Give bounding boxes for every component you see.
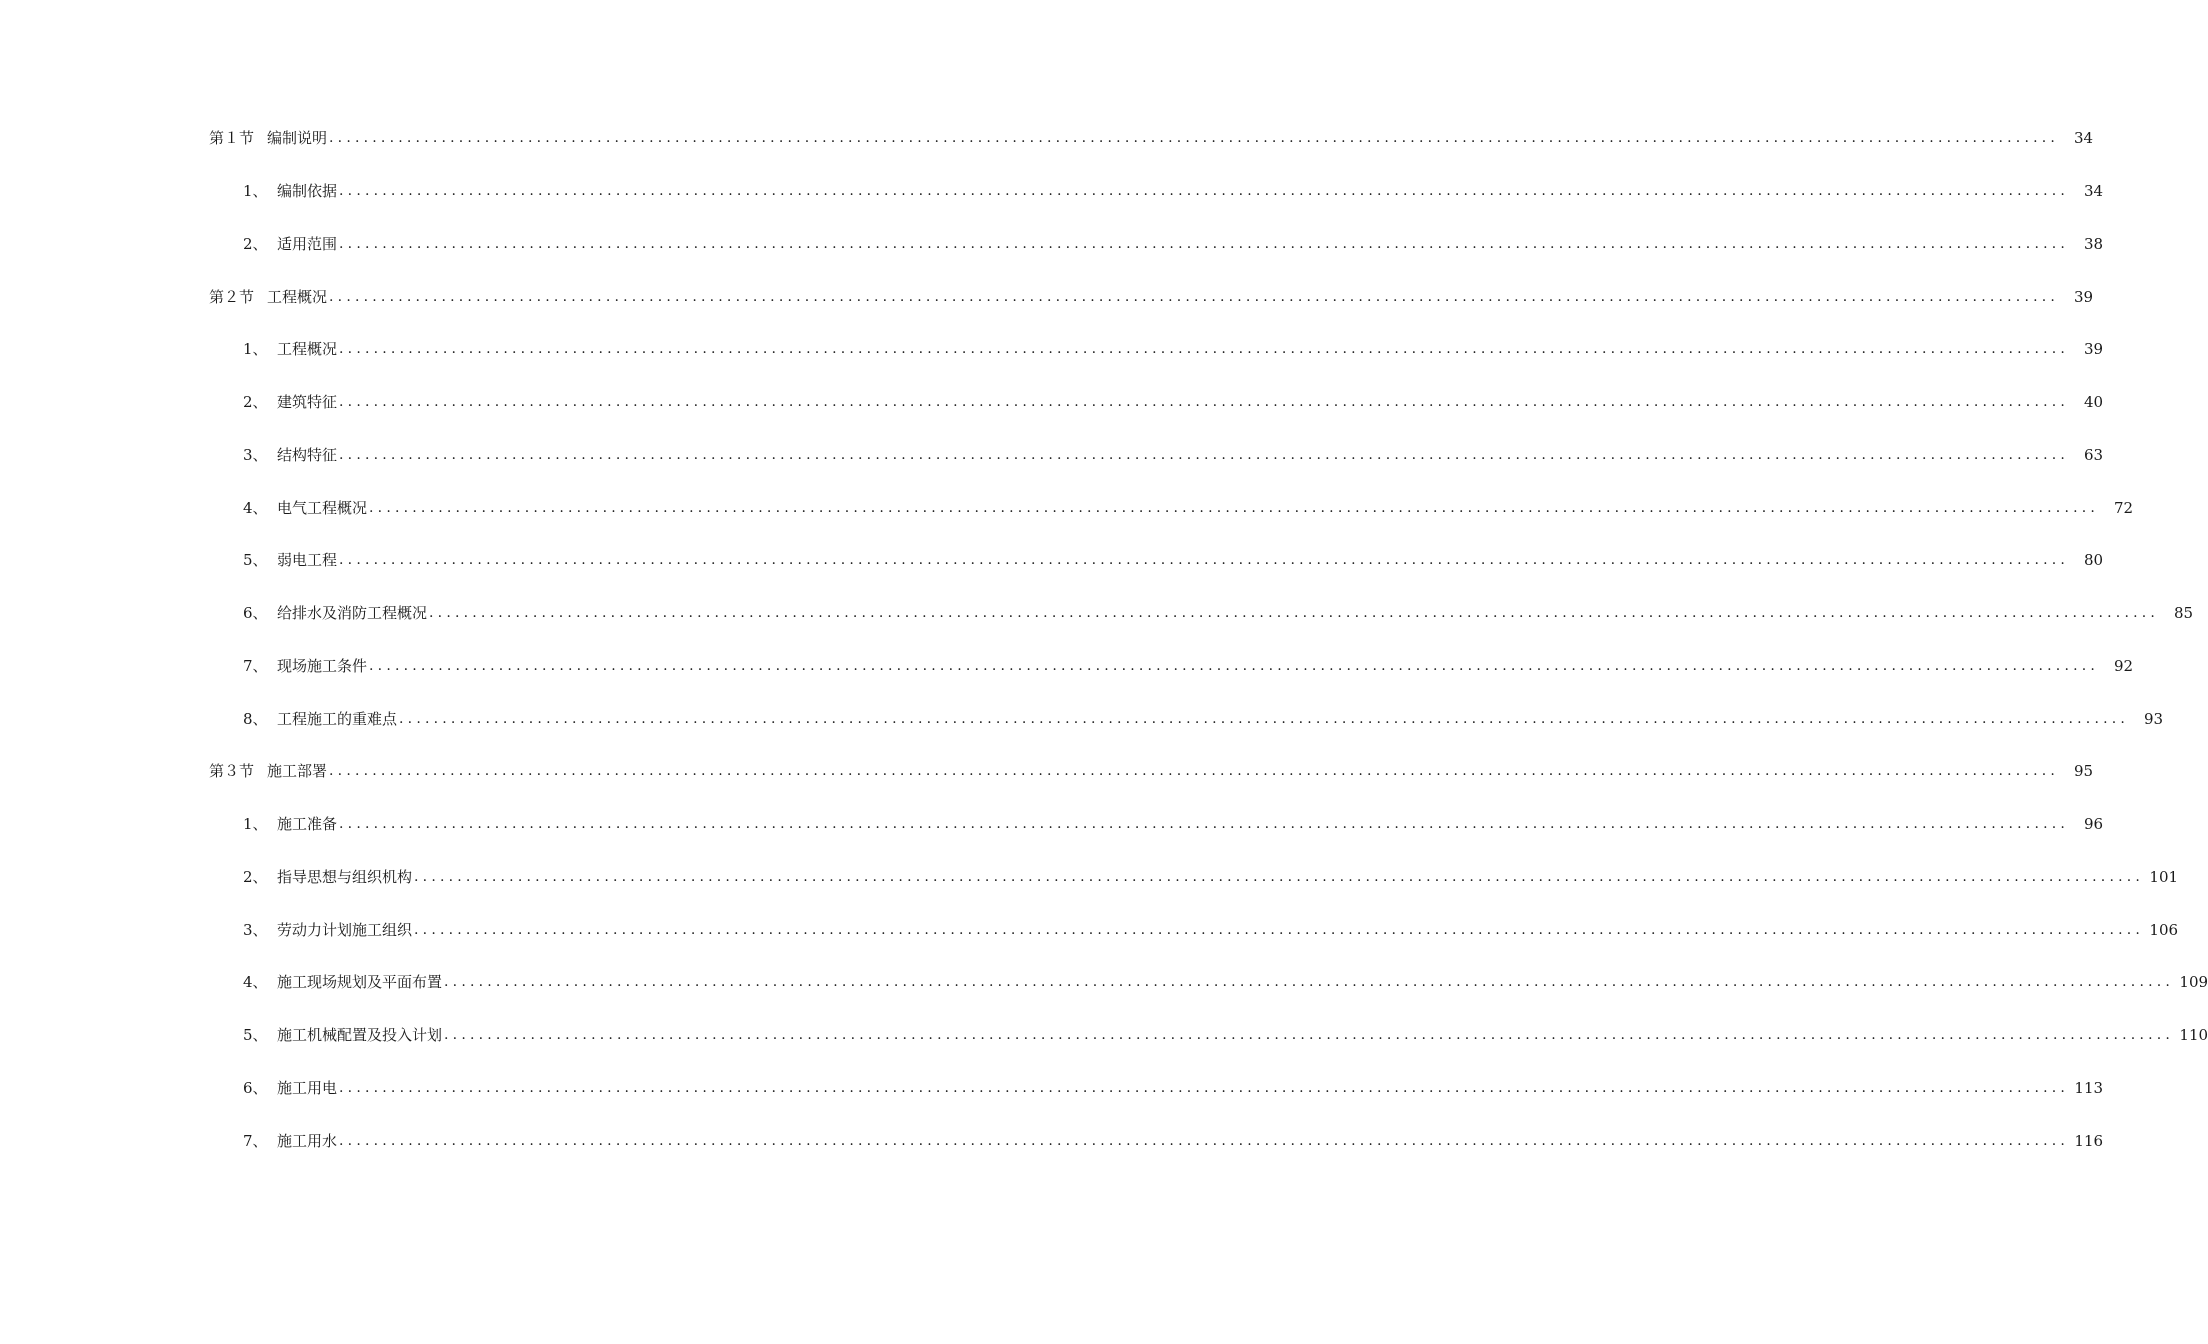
entry-number: 第１节 xyxy=(209,129,255,148)
entry-page-number: 116 xyxy=(2074,1131,2104,1150)
toc-section-entry[interactable] xyxy=(0,745,2094,798)
entry-page-number: 38 xyxy=(2083,234,2104,253)
toc-subsection-entry[interactable] xyxy=(0,851,2179,904)
toc-subsection-entry[interactable] xyxy=(0,481,2134,534)
entry-title: 工程概况 xyxy=(267,287,328,306)
entry-page-number: 93 xyxy=(2143,709,2164,728)
entry-title: 适用范围 xyxy=(277,234,338,253)
entry-page-number: 106 xyxy=(2149,920,2179,939)
entry-page-number: 63 xyxy=(2083,445,2104,464)
entry-number: 8、 xyxy=(243,709,268,728)
toc-section-entry[interactable] xyxy=(0,112,2094,165)
dot-leader: ........................................................................................................................................................................................................ xyxy=(444,974,2175,991)
entry-number: 5、 xyxy=(243,551,268,570)
entry-page-number: 80 xyxy=(2083,551,2104,570)
entry-title: 电气工程概况 xyxy=(277,498,368,517)
dot-leader: ........................................................................................................................................................................................................ xyxy=(329,763,2060,780)
dot-leader: ........................................................................................................................................................................................................ xyxy=(339,183,2070,200)
entry-number: 第３节 xyxy=(209,762,255,781)
entry-title: 结构特征 xyxy=(277,445,338,464)
entry-number: 6、 xyxy=(243,1078,268,1097)
entry-page-number: 39 xyxy=(2083,340,2104,359)
entry-title: 劳动力计划施工组织 xyxy=(277,920,413,939)
toc-section-entry[interactable] xyxy=(0,270,2094,323)
entry-page-number: 72 xyxy=(2113,498,2134,517)
toc-subsection-entry[interactable] xyxy=(0,165,2104,218)
entry-title: 施工准备 xyxy=(277,815,338,834)
table-of-contents xyxy=(0,112,2208,1167)
toc-subsection-entry[interactable] xyxy=(0,956,2208,1009)
entry-title: 施工机械配置及投入计划 xyxy=(277,1026,443,1045)
entry-page-number: 40 xyxy=(2083,393,2104,412)
dot-leader: ........................................................................................................................................................................................................ xyxy=(339,341,2070,358)
entry-page-number: 34 xyxy=(2073,129,2094,148)
entry-page-number: 96 xyxy=(2083,815,2104,834)
toc-subsection-entry[interactable] xyxy=(0,1009,2208,1062)
toc-subsection-entry[interactable] xyxy=(0,376,2104,429)
toc-subsection-entry[interactable] xyxy=(0,534,2104,587)
entry-number: 4、 xyxy=(243,498,268,517)
entry-number: 1、 xyxy=(243,340,268,359)
entry-page-number: 39 xyxy=(2073,287,2094,306)
entry-number: 第２节 xyxy=(209,287,255,306)
entry-title: 施工部署 xyxy=(267,762,328,781)
entry-number: 2、 xyxy=(243,234,268,253)
entry-number: 2、 xyxy=(243,867,268,886)
dot-leader: ........................................................................................................................................................................................................ xyxy=(339,235,2070,252)
entry-number: 3、 xyxy=(243,920,268,939)
toc-subsection-entry[interactable] xyxy=(0,218,2104,271)
entry-title: 施工用电 xyxy=(277,1078,338,1097)
entry-title: 工程概况 xyxy=(277,340,338,359)
dot-leader: ........................................................................................................................................................................................................ xyxy=(399,710,2130,727)
entry-title: 现场施工条件 xyxy=(277,656,368,675)
entry-page-number: 113 xyxy=(2074,1078,2104,1097)
entry-number: 3、 xyxy=(243,445,268,464)
toc-subsection-entry[interactable] xyxy=(0,429,2104,482)
entry-page-number: 109 xyxy=(2179,973,2208,992)
dot-leader: ........................................................................................................................................................................................................ xyxy=(414,921,2145,938)
dot-leader: ........................................................................................................................................................................................................ xyxy=(329,130,2060,147)
entry-page-number: 34 xyxy=(2083,182,2104,201)
entry-title: 施工现场规划及平面布置 xyxy=(277,973,443,992)
dot-leader: ........................................................................................................................................................................................................ xyxy=(429,605,2160,622)
dot-leader: ........................................................................................................................................................................................................ xyxy=(369,657,2100,674)
dot-leader: ........................................................................................................................................................................................................ xyxy=(339,552,2070,569)
dot-leader: ........................................................................................................................................................................................................ xyxy=(339,1132,2070,1149)
toc-subsection-entry[interactable] xyxy=(0,1114,2104,1167)
toc-subsection-entry[interactable] xyxy=(0,1062,2104,1115)
toc-subsection-entry[interactable] xyxy=(0,692,2164,745)
dot-leader: ........................................................................................................................................................................................................ xyxy=(444,1027,2175,1044)
entry-number: 5、 xyxy=(243,1026,268,1045)
entry-title: 给排水及消防工程概况 xyxy=(277,604,428,623)
dot-leader: ........................................................................................................................................................................................................ xyxy=(339,446,2070,463)
entry-number: 1、 xyxy=(243,815,268,834)
entry-number: 2、 xyxy=(243,393,268,412)
dot-leader: ........................................................................................................................................................................................................ xyxy=(339,816,2070,833)
entry-number: 1、 xyxy=(243,182,268,201)
entry-page-number: 101 xyxy=(2149,867,2179,886)
entry-title: 施工用水 xyxy=(277,1131,338,1150)
dot-leader: ........................................................................................................................................................................................................ xyxy=(339,394,2070,411)
entry-title: 编制说明 xyxy=(267,129,328,148)
dot-leader: ........................................................................................................................................................................................................ xyxy=(339,1079,2070,1096)
entry-page-number: 85 xyxy=(2173,604,2194,623)
toc-subsection-entry[interactable] xyxy=(0,640,2134,693)
entry-title: 弱电工程 xyxy=(277,551,338,570)
toc-subsection-entry[interactable] xyxy=(0,798,2104,851)
toc-subsection-entry[interactable] xyxy=(0,903,2179,956)
entry-title: 工程施工的重难点 xyxy=(277,709,398,728)
entry-page-number: 110 xyxy=(2179,1026,2208,1045)
entry-number: 7、 xyxy=(243,656,268,675)
dot-leader: ........................................................................................................................................................................................................ xyxy=(329,288,2060,305)
entry-number: 6、 xyxy=(243,604,268,623)
dot-leader: ........................................................................................................................................................................................................ xyxy=(369,499,2100,516)
entry-page-number: 92 xyxy=(2113,656,2134,675)
entry-number: 7、 xyxy=(243,1131,268,1150)
entry-title: 指导思想与组织机构 xyxy=(277,867,413,886)
entry-title: 建筑特征 xyxy=(277,393,338,412)
entry-page-number: 95 xyxy=(2073,762,2094,781)
toc-subsection-entry[interactable] xyxy=(0,587,2194,640)
dot-leader: ........................................................................................................................................................................................................ xyxy=(414,868,2145,885)
toc-subsection-entry[interactable] xyxy=(0,323,2104,376)
entry-number: 4、 xyxy=(243,973,268,992)
entry-title: 编制依据 xyxy=(277,182,338,201)
